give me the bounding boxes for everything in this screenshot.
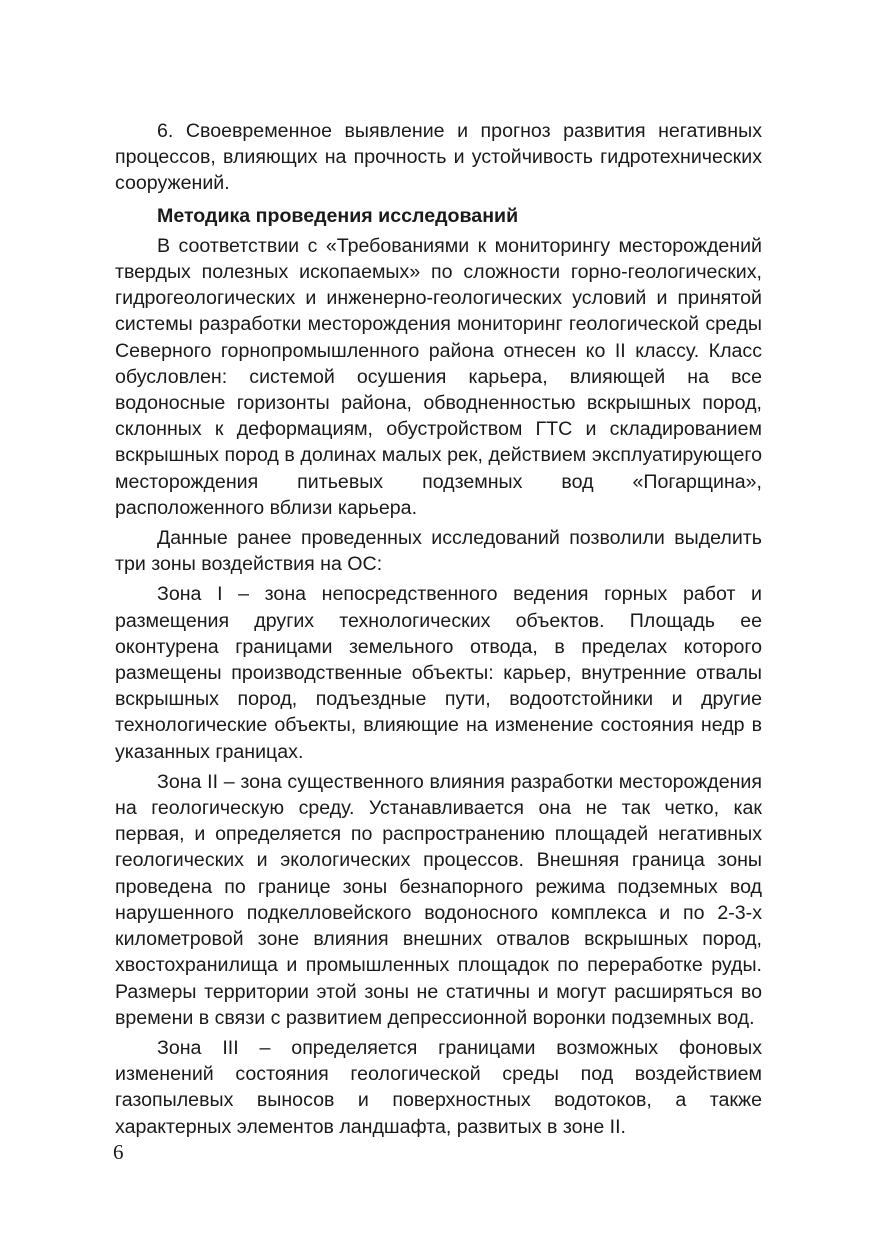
paragraph-zone-3: Зона III – определяется границами возможных фоновых изменений состояния геологической среды под воздействием газопылевых выносов и поверхностных водотоков, а также характерных элементов ландшафта, развитых в зоне II. xyxy=(115,1036,762,1138)
section-heading: Методика проведения исследований xyxy=(157,204,519,227)
page-number: 6 xyxy=(113,1140,124,1164)
body-text xyxy=(115,118,762,1144)
paragraph-zone-2: Зона II – зона существенного влияния разработки месторождения на геологическую среду. Устанавливается она не так четко, как первая, и определяется по распространению площадей негативных геологических и экологических процессов. Внешняя граница зоны проведена по границе зоны безнапорного режима подземных вод нарушенного подкелловейского водоносного комплекса и по 2-3-х километровой зоне влияния внешних отвалов вскрышных пород, хвостохранилища и промышленных площадок по переработке руды. Размеры территории этой зоны не статичны и могут расширяться во времени в связи с развитием депрессионной воронки подземных вод. xyxy=(115,770,762,1029)
paragraph-requirements: В соответствии с «Требованиями к мониторингу месторождений твердых полезных ископаемых» по сложности горно-геологических, гидрогеологических и инженерно-геологических условий и принятой системы разработки месторождения мониторинг геологической среды Северного горнопромышленного района отнесен ко II классу. Класс обусловлен: системой осушения карьера, влияющей на все водоносные горизонты района, обводненностью вскрышных пород, склонных к деформациям, обустройством ГТС и складированием вскрышных пород в долинах малых рек, действием эксплуатирующего месторождения питьевых подземных вод «Погарщина», расположенного вблизи карьера. xyxy=(115,234,762,519)
paragraph-zone-1: Зона I – зона непосредственного ведения горных работ и размещения других технологических объектов. Площадь ее оконтурена границами земельного отвода, в пределах которого размещены производственные объекты: карьер, внутренние отвалы вскрышных пород, подъездные пути, водоотстойники и другие технологические объекты, влияющие на изменение состояния недр в указанных границах. xyxy=(115,583,762,763)
paragraph-zones-intro: Данные ранее проведенных исследований позволили выделить три зоны воздействия на ОС: xyxy=(115,527,762,576)
paragraph-item-6: 6. Своевременное выявление и прогноз развития негативных процессов, влияющих на прочность и устойчивость гидротехнических сооружений. xyxy=(115,120,762,195)
